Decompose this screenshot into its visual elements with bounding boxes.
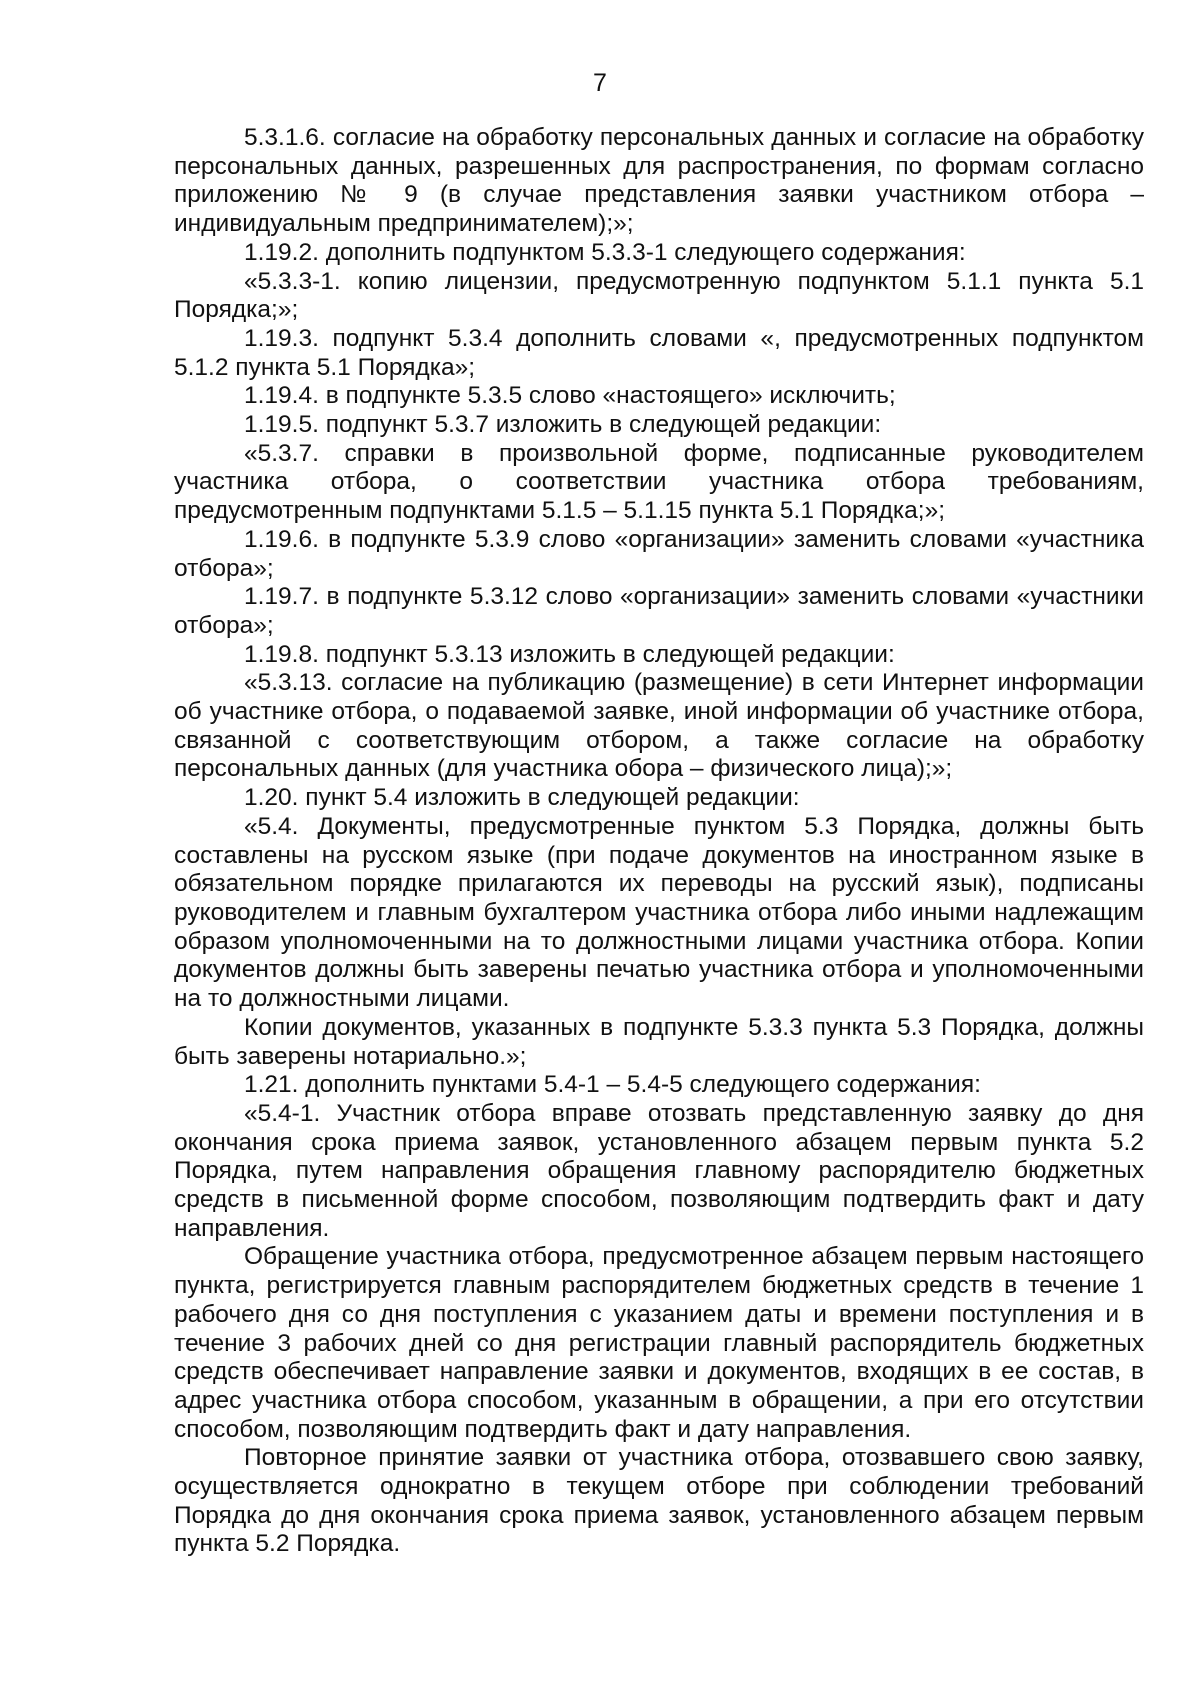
paragraph: «5.3.7. справки в произвольной форме, подписанные руководителем участника отбора, о соответствии участника отбора требованиям, предусмотренным подпунктами 5.1.5 – 5.1.15 пункта 5.1 Порядка;»; xyxy=(174,439,1144,525)
paragraph: «5.4-1. Участник отбора вправе отозвать представленную заявку до дня окончания срока приема заявок, установленного абзацем первым пункта 5.2 Порядка, путем направления обращения главному распорядителю бюджетных средств в письменной форме способом, позволяющим подтвердить факт и дату направления. xyxy=(174,1099,1144,1242)
paragraph: 1.19.8. подпункт 5.3.13 изложить в следующей редакции: xyxy=(244,640,895,668)
paragraph: 1.19.4. в подпункте 5.3.5 слово «настоящего» исключить; xyxy=(244,382,896,410)
paragraph: 1.19.7. в подпункте 5.3.12 слово «организации» заменить словами «участники отбора»; xyxy=(174,583,1144,639)
paragraph: 1.19.2. дополнить подпунктом 5.3.3-1 следующего содержания: xyxy=(244,238,966,266)
paragraph: 1.20. пункт 5.4 изложить в следующей редакции: xyxy=(244,784,800,812)
paragraph: 1.19.5. подпункт 5.3.7 изложить в следующей редакции: xyxy=(244,411,882,439)
paragraph: 1.19.3. подпункт 5.3.4 дополнить словами «, предусмотренных подпунктом 5.1.2 пункта 5.1 Порядка»; xyxy=(174,324,1144,381)
paragraph: «5.3.13. согласие на публикацию (размещение) в сети Интернет информации об участнике отбора, о подаваемой заявке, иной информации об участнике отбора, связанной с соответствующим отбором, а также согласие на обработку персональных данных (для участника обора – физического лица);»; xyxy=(174,669,1144,783)
page-number: 7 xyxy=(593,69,607,97)
paragraph: Обращение участника отбора, предусмотренное абзацем первым настоящего пункта, регистрируется главным распорядителем бюджетных средств в течение 1 рабочего дня со дня поступления с указанием даты и времени поступления и в течение 3 рабочих дней со дня регистрации главный распорядитель бюджетных средств обеспечивает направление заявки и документов, входящих в ее состав, в адрес участника отбора способом, указанным в обращении, а при его отсутствии способом, позволяющим подтвердить факт и дату направления. xyxy=(174,1243,1144,1443)
document-body xyxy=(174,124,1144,1559)
paragraph: 5.3.1.6. согласие на обработку персональных данных и согласие на обработку персональных данных, разрешенных для распространения, по формам согласно приложению № 9 (в случае представления заявки участником отбора – индивидуальным предпринимателем);»; xyxy=(174,124,1144,238)
paragraph: 1.21. дополнить пунктами 5.4-1 – 5.4-5 следующего содержания: xyxy=(244,1071,981,1099)
paragraph: Копии документов, указанных в подпункте 5.3.3 пункта 5.3 Порядка, должны быть заверены нотариально.»; xyxy=(174,1013,1144,1070)
paragraph: Повторное принятие заявки от участника отбора, отозвавшего свою заявку, осуществляется однократно в текущем отборе при соблюдении требований Порядка до дня окончания срока приема заявок, установленного абзацем первым пункта 5.2 Порядка. xyxy=(174,1444,1144,1558)
paragraph: 1.19.6. в подпункте 5.3.9 слово «организации» заменить словами «участника отбора»; xyxy=(174,525,1144,582)
paragraph: «5.3.3-1. копию лицензии, предусмотренную подпунктом 5.1.1 пункта 5.1 Порядка;»; xyxy=(174,267,1144,324)
paragraph: «5.4. Документы, предусмотренные пунктом 5.3 Порядка, должны быть составлены на русском языке (при подаче документов на иностранном языке в обязательном порядке прилагаются их переводы на русский язык), подписаны руководителем и главным бухгалтером участника отбора либо иными надлежащим образом уполномоченными на то должностными лицами участника отбора. Копии документов должны быть заверены печатью участника отбора и уполномоченными на то должностными лицами. xyxy=(174,812,1144,1013)
